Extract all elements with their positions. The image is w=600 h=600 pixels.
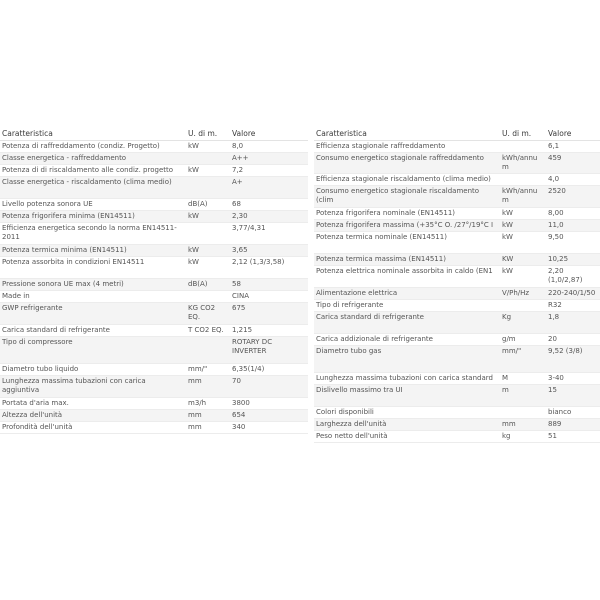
table-row <box>0 376 308 398</box>
cell-characteristic: Classe energetica - raffreddamento <box>0 153 186 165</box>
cell-unit <box>186 153 230 165</box>
cell-unit: kW <box>500 232 546 254</box>
table-row <box>0 153 308 165</box>
cell-unit: g/m <box>500 334 546 346</box>
cell-value: A++ <box>230 153 308 165</box>
cell-characteristic: Colori disponibili <box>314 407 500 419</box>
cell-characteristic: Alimentazione elettrica <box>314 288 500 300</box>
cell-characteristic: Efficienza energetica secondo la norma EN14511-2011 <box>0 223 186 245</box>
table-row <box>0 211 308 223</box>
cell-value: 220-240/1/50 <box>546 288 600 300</box>
cell-value: ROTARY DC INVERTER <box>230 337 308 364</box>
cell-characteristic: GWP refrigerante <box>0 303 186 325</box>
cell-characteristic: Portata d'aria max. <box>0 398 186 410</box>
cell-value: 9,52 (3/8) <box>546 346 600 373</box>
cell-unit <box>186 223 230 245</box>
cell-characteristic: Lunghezza massima tubazioni con carica aggiuntiva <box>0 376 186 398</box>
header-characteristic: Caratteristica <box>314 128 500 141</box>
spec-table-right <box>314 128 600 443</box>
cell-characteristic: Dislivello massimo tra UI <box>314 385 500 407</box>
cell-characteristic: Potenza frigorifera massima (+35°C O. /27°/19°C I <box>314 220 500 232</box>
cell-value: 4,0 <box>546 174 600 186</box>
table-row <box>314 174 600 186</box>
table-row <box>0 291 308 303</box>
cell-unit <box>500 300 546 312</box>
cell-characteristic: Classe energetica - riscaldamento (clima medio) <box>0 177 186 199</box>
cell-value: 15 <box>546 385 600 407</box>
cell-characteristic: Potenza assorbita in condizioni EN14511 <box>0 257 186 279</box>
cell-unit: M <box>500 373 546 385</box>
cell-value: 7,2 <box>230 165 308 177</box>
cell-value: 3800 <box>230 398 308 410</box>
cell-unit: mm <box>186 410 230 422</box>
cell-characteristic: Pressione sonora UE max (4 metri) <box>0 279 186 291</box>
table-row <box>0 177 308 199</box>
header-unit: U. di m. <box>500 128 546 141</box>
cell-characteristic: Profondità dell'unità <box>0 422 186 434</box>
table-row <box>0 223 308 245</box>
cell-unit: Kg <box>500 312 546 334</box>
cell-characteristic: Consumo energetico stagionale riscaldamento (clim <box>314 186 500 208</box>
cell-value: 58 <box>230 279 308 291</box>
cell-value: 459 <box>546 153 600 174</box>
table-header <box>314 128 600 141</box>
cell-characteristic: Lunghezza massima tubazioni con carica standard <box>314 373 500 385</box>
cell-unit: KG CO2 EQ. <box>186 303 230 325</box>
cell-value: 20 <box>546 334 600 346</box>
cell-unit: dB(A) <box>186 279 230 291</box>
cell-unit: m <box>500 385 546 407</box>
table-row <box>0 141 308 153</box>
cell-unit <box>186 177 230 199</box>
table-row <box>0 279 308 291</box>
table-row <box>314 334 600 346</box>
cell-unit: m3/h <box>186 398 230 410</box>
cell-unit <box>500 407 546 419</box>
table-row <box>314 373 600 385</box>
cell-value: 6,35(1/4) <box>230 364 308 376</box>
table-row <box>314 208 600 220</box>
header-value: Valore <box>230 128 308 141</box>
table-row <box>0 199 308 211</box>
cell-value: 2,30 <box>230 211 308 223</box>
cell-unit: mm <box>186 422 230 434</box>
cell-unit: kW <box>186 165 230 177</box>
table-row <box>314 312 600 334</box>
cell-unit: KW <box>500 254 546 266</box>
cell-unit: kg <box>500 431 546 443</box>
header-unit: U. di m. <box>186 128 230 141</box>
cell-unit: kW <box>186 141 230 153</box>
cell-unit: kW <box>186 211 230 223</box>
cell-unit: V/Ph/Hz <box>500 288 546 300</box>
cell-characteristic: Potenza frigorifera nominale (EN14511) <box>314 208 500 220</box>
cell-characteristic: Diametro tubo gas <box>314 346 500 373</box>
cell-unit: kW <box>500 220 546 232</box>
table-row <box>0 364 308 376</box>
cell-unit: T CO2 EQ. <box>186 325 230 337</box>
cell-characteristic: Consumo energetico stagionale raffreddamento <box>314 153 500 174</box>
cell-characteristic: Efficienza stagionale riscaldamento (clima medio) <box>314 174 500 186</box>
cell-value: 675 <box>230 303 308 325</box>
cell-unit <box>500 174 546 186</box>
table-row <box>314 254 600 266</box>
table-row <box>314 385 600 407</box>
cell-characteristic: Potenza elettrica nominale assorbita in caldo (EN1 <box>314 266 500 288</box>
table-row <box>314 220 600 232</box>
cell-value: A+ <box>230 177 308 199</box>
cell-characteristic: Livello potenza sonora UE <box>0 199 186 211</box>
cell-characteristic: Made in <box>0 291 186 303</box>
cell-value: 10,25 <box>546 254 600 266</box>
cell-value: 2,12 (1,3/3,58) <box>230 257 308 279</box>
cell-characteristic: Carica standard di refrigerante <box>314 312 500 334</box>
cell-value: 2,20 (1,0/2,87) <box>546 266 600 288</box>
cell-value: 3,65 <box>230 245 308 257</box>
cell-unit: kWh/annum <box>500 153 546 174</box>
cell-value: 2520 <box>546 186 600 208</box>
table-row <box>0 398 308 410</box>
cell-unit: kW <box>186 257 230 279</box>
cell-characteristic: Potenza di di riscaldamento alle condiz. progetto <box>0 165 186 177</box>
table-row <box>314 300 600 312</box>
cell-characteristic: Efficienza stagionale raffreddamento <box>314 141 500 153</box>
table-row <box>0 410 308 422</box>
cell-characteristic: Potenza termica massima (EN14511) <box>314 254 500 266</box>
cell-unit <box>500 141 546 153</box>
cell-value: 11,0 <box>546 220 600 232</box>
header-value: Valore <box>546 128 600 141</box>
cell-unit: mm/" <box>186 364 230 376</box>
cell-value: CINA <box>230 291 308 303</box>
table-row <box>314 346 600 373</box>
cell-value: 8,0 <box>230 141 308 153</box>
table-row <box>0 422 308 434</box>
table-row <box>314 153 600 174</box>
cell-value: 1,8 <box>546 312 600 334</box>
table-row <box>314 266 600 288</box>
cell-value: 340 <box>230 422 308 434</box>
cell-value: 6,1 <box>546 141 600 153</box>
cell-characteristic: Potenza frigorifera minima (EN14511) <box>0 211 186 223</box>
table-row <box>0 245 308 257</box>
cell-value: R32 <box>546 300 600 312</box>
cell-unit: kW <box>500 208 546 220</box>
cell-unit: mm <box>186 376 230 398</box>
cell-unit: mm <box>500 419 546 431</box>
cell-unit: kWh/annum <box>500 186 546 208</box>
cell-value: 654 <box>230 410 308 422</box>
table-row <box>0 165 308 177</box>
cell-value: 51 <box>546 431 600 443</box>
table-row <box>314 407 600 419</box>
cell-unit: kW <box>186 245 230 257</box>
header-characteristic: Caratteristica <box>0 128 186 141</box>
cell-unit: kW <box>500 266 546 288</box>
cell-value: 3-40 <box>546 373 600 385</box>
cell-characteristic: Diametro tubo liquido <box>0 364 186 376</box>
cell-characteristic: Carica addizionale di refrigerante <box>314 334 500 346</box>
table-row <box>0 325 308 337</box>
cell-unit <box>186 291 230 303</box>
table-row <box>314 431 600 443</box>
cell-value: 1,215 <box>230 325 308 337</box>
cell-characteristic: Peso netto dell'unità <box>314 431 500 443</box>
cell-characteristic: Potenza di raffreddamento (condiz. Progetto) <box>0 141 186 153</box>
cell-value: 70 <box>230 376 308 398</box>
table-row <box>314 288 600 300</box>
cell-characteristic: Altezza dell'unità <box>0 410 186 422</box>
cell-unit: dB(A) <box>186 199 230 211</box>
table-row <box>0 257 308 279</box>
table-row <box>314 232 600 254</box>
spec-table-left <box>0 128 308 434</box>
cell-value: bianco <box>546 407 600 419</box>
cell-value: 68 <box>230 199 308 211</box>
table-header <box>0 128 308 141</box>
cell-unit: mm/" <box>500 346 546 373</box>
cell-characteristic: Larghezza dell'unità <box>314 419 500 431</box>
table-row <box>0 303 308 325</box>
cell-value: 889 <box>546 419 600 431</box>
cell-value: 8,00 <box>546 208 600 220</box>
cell-value: 3,77/4,31 <box>230 223 308 245</box>
table-row <box>314 141 600 153</box>
cell-characteristic: Carica standard di refrigerante <box>0 325 186 337</box>
cell-characteristic: Tipo di refrigerante <box>314 300 500 312</box>
cell-characteristic: Potenza termica minima (EN14511) <box>0 245 186 257</box>
cell-characteristic: Potenza termica nominale (EN14511) <box>314 232 500 254</box>
cell-value: 9,50 <box>546 232 600 254</box>
cell-unit <box>186 337 230 364</box>
table-row <box>0 337 308 364</box>
table-row <box>314 419 600 431</box>
table-row <box>314 186 600 208</box>
cell-characteristic: Tipo di compressore <box>0 337 186 364</box>
